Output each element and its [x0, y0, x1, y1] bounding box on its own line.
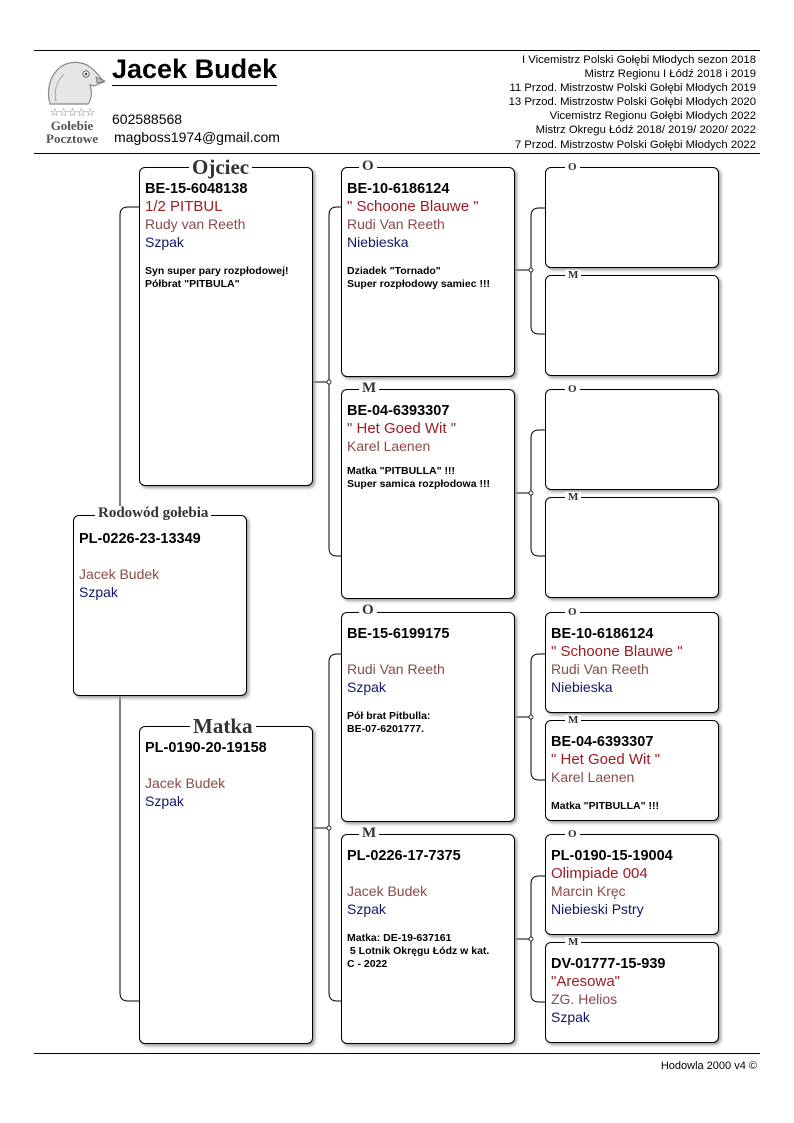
- subject-pigeon-card[interactable]: [73, 515, 247, 696]
- great-grandparent-card[interactable]: [545, 942, 719, 1043]
- great-grandparent-card[interactable]: [545, 720, 719, 821]
- ring-number: DV-01777-15-939: [551, 956, 666, 972]
- sire-label: O: [359, 603, 377, 618]
- ancestor-card-empty[interactable]: [545, 167, 719, 268]
- ancestor-card-empty[interactable]: [545, 275, 719, 376]
- ring-number: PL-0226-17-7375: [347, 848, 461, 864]
- note-line: Super rozpłodowy samiec !!!: [347, 278, 490, 290]
- pigeon-color: Niebieska: [347, 234, 409, 250]
- pigeon-color: Niebieska: [551, 679, 613, 695]
- ring-number: BE-04-6393307: [347, 403, 450, 419]
- breeder-name: Jacek Budek: [347, 883, 428, 899]
- ring-number: PL-0226-23-13349: [79, 531, 201, 547]
- breeder-name: Karel Laenen: [347, 438, 431, 454]
- ring-number: BE-10-6186124: [551, 626, 654, 642]
- ring-number: BE-15-6199175: [347, 626, 450, 642]
- mother-card[interactable]: [139, 726, 313, 1044]
- breeder-name: Karel Laenen: [551, 769, 635, 785]
- achievement-line: 11 Przod. Mistrzostw Polski Gołębi Młodych 2019: [509, 82, 756, 95]
- note-line: BE-07-6201777.: [347, 723, 425, 735]
- father-label: Ojciec: [189, 157, 252, 178]
- sire-label: O: [565, 384, 580, 395]
- great-grandparent-card[interactable]: [545, 834, 719, 935]
- achievement-line: 13 Przod. Mistrzostw Polski Gołębi Młodych 2020: [508, 96, 756, 109]
- paternal-grandfather-card[interactable]: [341, 167, 515, 377]
- note-line: Półbrat "PITBULA": [145, 278, 240, 290]
- dam-label: M: [359, 381, 379, 396]
- sire-label: O: [565, 829, 580, 840]
- sire-label: O: [565, 607, 580, 618]
- dam-label: M: [565, 937, 581, 948]
- note-line: C - 2022: [347, 958, 388, 970]
- achievement-line: I Vicemistrz Polski Gołębi Młodych sezon 2018: [522, 54, 756, 66]
- maternal-grandmother-card[interactable]: [341, 834, 515, 1044]
- ring-number: BE-10-6186124: [347, 181, 450, 197]
- pigeon-name: "Aresowa": [551, 973, 621, 990]
- breeder-name: Marcin Kręc: [551, 883, 626, 899]
- pigeon-color: Szpak: [145, 793, 184, 809]
- subject-label: Rodowód gołebia: [95, 506, 211, 521]
- note-line: Matka: DE-19-637161: [347, 932, 452, 944]
- achievement-line: 7 Przod. Mistrzostw Polski Gołębi Młodych 2022: [514, 138, 756, 151]
- pigeon-color: Szpak: [347, 679, 386, 695]
- pigeon-notes: [551, 800, 714, 813]
- pigeon-name: " Het Goed Wit ": [551, 751, 661, 768]
- pigeon-color: Szpak: [347, 901, 386, 917]
- pigeon-name: Olimpiade 004: [551, 865, 648, 882]
- note-line: Dziadek "Tornado": [347, 265, 441, 277]
- pigeon-color: Szpak: [551, 1009, 590, 1025]
- ring-number: PL-0190-15-19004: [551, 848, 673, 864]
- note-line: Matka "PITBULLA" !!!: [347, 465, 455, 477]
- ancestor-card-empty[interactable]: [545, 389, 719, 490]
- pigeon-name: " Schoone Blauwe ": [551, 643, 683, 660]
- pigeon-color: Szpak: [145, 234, 184, 250]
- note-line: Syn super pary rozpłodowej!: [145, 265, 289, 277]
- breeder-name: ZG. Helios: [551, 991, 618, 1007]
- pigeon-name: 1/2 PITBUL: [145, 198, 223, 215]
- pigeon-name: " Schoone Blauwe ": [347, 198, 479, 215]
- pigeon-name: [145, 757, 308, 774]
- pigeon-notes: [347, 932, 510, 971]
- paternal-grandmother-card[interactable]: [341, 389, 515, 599]
- sire-label: O: [565, 162, 580, 173]
- ring-number: PL-0190-20-19158: [145, 740, 267, 756]
- mother-label: Matka: [190, 716, 256, 737]
- achievement-line: Mistrz Okregu Łódź 2018/ 2019/ 2020/ 2022: [535, 124, 756, 137]
- sire-label: O: [359, 159, 377, 174]
- ring-number: BE-04-6393307: [551, 734, 654, 750]
- great-grandparent-card[interactable]: [545, 612, 719, 713]
- pigeon-color: Szpak: [79, 584, 118, 600]
- note-line: Pół brat Pitbulla:: [347, 710, 431, 722]
- achievement-line: Mistrz Regionu I Łódź 2018 i 2019: [584, 68, 756, 81]
- pigeon-name: " Het Goed Wit ": [347, 420, 457, 437]
- note-line: Super samica rozpłodowa !!!: [347, 478, 490, 490]
- maternal-grandfather-card[interactable]: [341, 612, 515, 822]
- dam-label: M: [359, 826, 379, 841]
- pigeon-name: [79, 548, 242, 565]
- dam-label: M: [565, 492, 581, 503]
- pigeon-notes: [347, 465, 510, 491]
- dam-label: M: [565, 715, 581, 726]
- pigeon-name: [347, 865, 510, 882]
- note-line: 5 Lotnik Okręgu Łódz w kat.: [347, 945, 490, 957]
- pigeon-color: Niebieski Pstry: [551, 901, 644, 917]
- owner-name: Jacek Budek: [112, 54, 278, 84]
- breeder-name: Jacek Budek: [145, 775, 226, 791]
- achievement-line: Vicemistrz Regionu Gołębi Młodych 2022: [549, 110, 756, 123]
- breeder-name: Rudi Van Reeth: [347, 216, 445, 232]
- owner-email: magboss1974@gmail.com: [114, 129, 280, 145]
- pigeon-name: [347, 643, 510, 660]
- breeder-name: Rudi Van Reeth: [347, 661, 445, 677]
- logo-text-line-2: Pocztowe: [46, 131, 98, 146]
- pigeon-notes: [347, 710, 510, 736]
- owner-phone: 602588568: [112, 111, 183, 127]
- logo-text-line-1: Gołebie: [50, 118, 94, 133]
- software-credit: Hodowla 2000 v4 ©: [660, 1060, 757, 1072]
- father-card[interactable]: [139, 167, 313, 486]
- rating-stars: ☆☆☆☆☆: [49, 107, 95, 119]
- breeder-name: Jacek Budek: [79, 566, 160, 582]
- breeder-name: Rudy van Reeth: [145, 216, 246, 232]
- dam-label: M: [565, 270, 581, 281]
- note-line: Matka "PITBULLA" !!!: [551, 800, 659, 812]
- pigeon-notes: [145, 265, 308, 291]
- ancestor-card-empty[interactable]: [545, 497, 719, 598]
- pigeon-notes: [347, 265, 510, 291]
- breeder-name: Rudi Van Reeth: [551, 661, 649, 677]
- ring-number: BE-15-6048138: [145, 181, 248, 197]
